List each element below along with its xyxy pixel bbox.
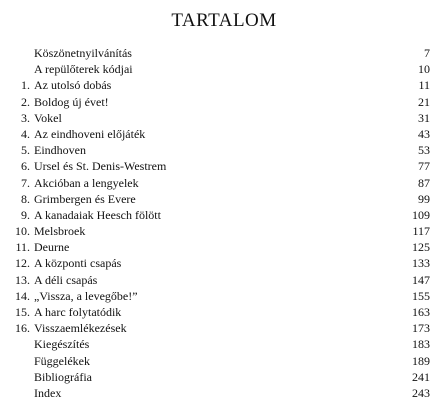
- chapter-title: Eindhoven: [34, 143, 86, 158]
- chapter-number: 2.: [21, 94, 30, 109]
- table-of-contents: [0, 45, 448, 401]
- chapter-title: Grimbergen és Evere: [34, 191, 136, 206]
- chapter-title: Az utolsó dobás: [34, 78, 112, 93]
- page-number: 163: [412, 305, 430, 319]
- toc-entry: [0, 288, 448, 304]
- page-number: 125: [412, 240, 430, 255]
- chapter-number: 1.: [21, 78, 30, 93]
- page-number: 53: [418, 143, 430, 158]
- page-number: 243: [412, 385, 430, 400]
- toc-entry: [0, 175, 448, 191]
- page-title: TARTALOM: [171, 10, 277, 31]
- chapter-number: 5.: [21, 143, 30, 158]
- chapter-title: A repülőterek kódjai: [34, 62, 133, 77]
- page-number: 31: [418, 110, 430, 125]
- chapter-title: A harc folytatódik: [34, 305, 122, 319]
- chapter-number: 8.: [21, 191, 30, 206]
- page-number: 133: [412, 256, 430, 271]
- toc-entry: [0, 126, 448, 142]
- page-number: 183: [412, 337, 430, 352]
- page-number: 241: [412, 369, 430, 384]
- chapter-number: 16.: [15, 321, 30, 336]
- chapter-number: 4.: [21, 126, 30, 141]
- toc-entry: [0, 142, 448, 158]
- toc-entry: [0, 77, 448, 93]
- toc-entry: [0, 353, 448, 369]
- page-number: 189: [412, 353, 430, 368]
- chapter-number: 7.: [21, 175, 30, 190]
- chapter-number: 3.: [21, 110, 30, 125]
- toc-entry: [0, 191, 448, 207]
- toc-entry: [0, 320, 448, 336]
- toc-entry: [0, 304, 448, 320]
- page-number: 173: [412, 321, 430, 336]
- chapter-title: Bibliográfia: [34, 369, 92, 384]
- chapter-title: Melsbroek: [34, 224, 86, 239]
- chapter-title: A kanadaiak Heesch fölött: [34, 207, 161, 222]
- chapter-number: 9.: [21, 207, 30, 222]
- page-number: 43: [418, 126, 430, 141]
- page-number: 155: [412, 288, 430, 303]
- chapter-title: Függelékek: [34, 353, 90, 368]
- page-number: 87: [418, 175, 430, 190]
- toc-entry: [0, 385, 448, 401]
- toc-entry: [0, 272, 448, 288]
- toc-entry: [0, 369, 448, 385]
- toc-entry: [0, 158, 448, 174]
- chapter-title: Az eindhoveni előjáték: [34, 126, 146, 141]
- page-number: 21: [418, 94, 430, 109]
- chapter-title: Index: [34, 385, 62, 400]
- toc-entry: [0, 94, 448, 110]
- page-number: 109: [412, 207, 430, 222]
- page-number: 77: [418, 159, 430, 174]
- chapter-number: 10.: [15, 224, 30, 239]
- chapter-title: „Vissza, a levegőbe!”: [34, 288, 138, 303]
- chapter-title: Akcióban a lengyelek: [34, 175, 139, 190]
- chapter-number: 6.: [21, 159, 30, 174]
- chapter-number: 12.: [15, 256, 30, 271]
- toc-entry: [0, 45, 448, 61]
- chapter-title: Kiegészítés: [34, 337, 90, 352]
- chapter-title: A déli csapás: [34, 272, 98, 287]
- toc-entry: [0, 61, 448, 77]
- chapter-number: 15.: [15, 305, 30, 319]
- chapter-number: 14.: [15, 288, 30, 303]
- chapter-title: Deurne: [34, 240, 70, 255]
- toc-entry: [0, 255, 448, 271]
- chapter-title: Vokel: [34, 110, 62, 125]
- toc-entry: [0, 239, 448, 255]
- toc-entry: [0, 207, 448, 223]
- toc-entry: [0, 223, 448, 239]
- page-number: 10: [418, 62, 430, 77]
- page-number: 11: [418, 78, 430, 93]
- chapter-title: A központi csapás: [34, 256, 122, 271]
- chapter-title: Ursel és St. Denis-Westrem: [34, 159, 167, 174]
- toc-entry: [0, 336, 448, 352]
- page-number: 7: [424, 46, 430, 60]
- page-number: 99: [418, 191, 430, 206]
- page-number: 147: [412, 272, 430, 287]
- chapter-title: Boldog új évet!: [34, 94, 109, 109]
- toc-entry: [0, 110, 448, 126]
- chapter-title: Visszaemlékezések: [34, 321, 127, 336]
- chapter-title: Köszönetnyilvánítás: [34, 46, 132, 60]
- chapter-number: 11.: [15, 240, 30, 255]
- chapter-number: 13.: [15, 272, 30, 287]
- page-number: 117: [412, 224, 430, 239]
